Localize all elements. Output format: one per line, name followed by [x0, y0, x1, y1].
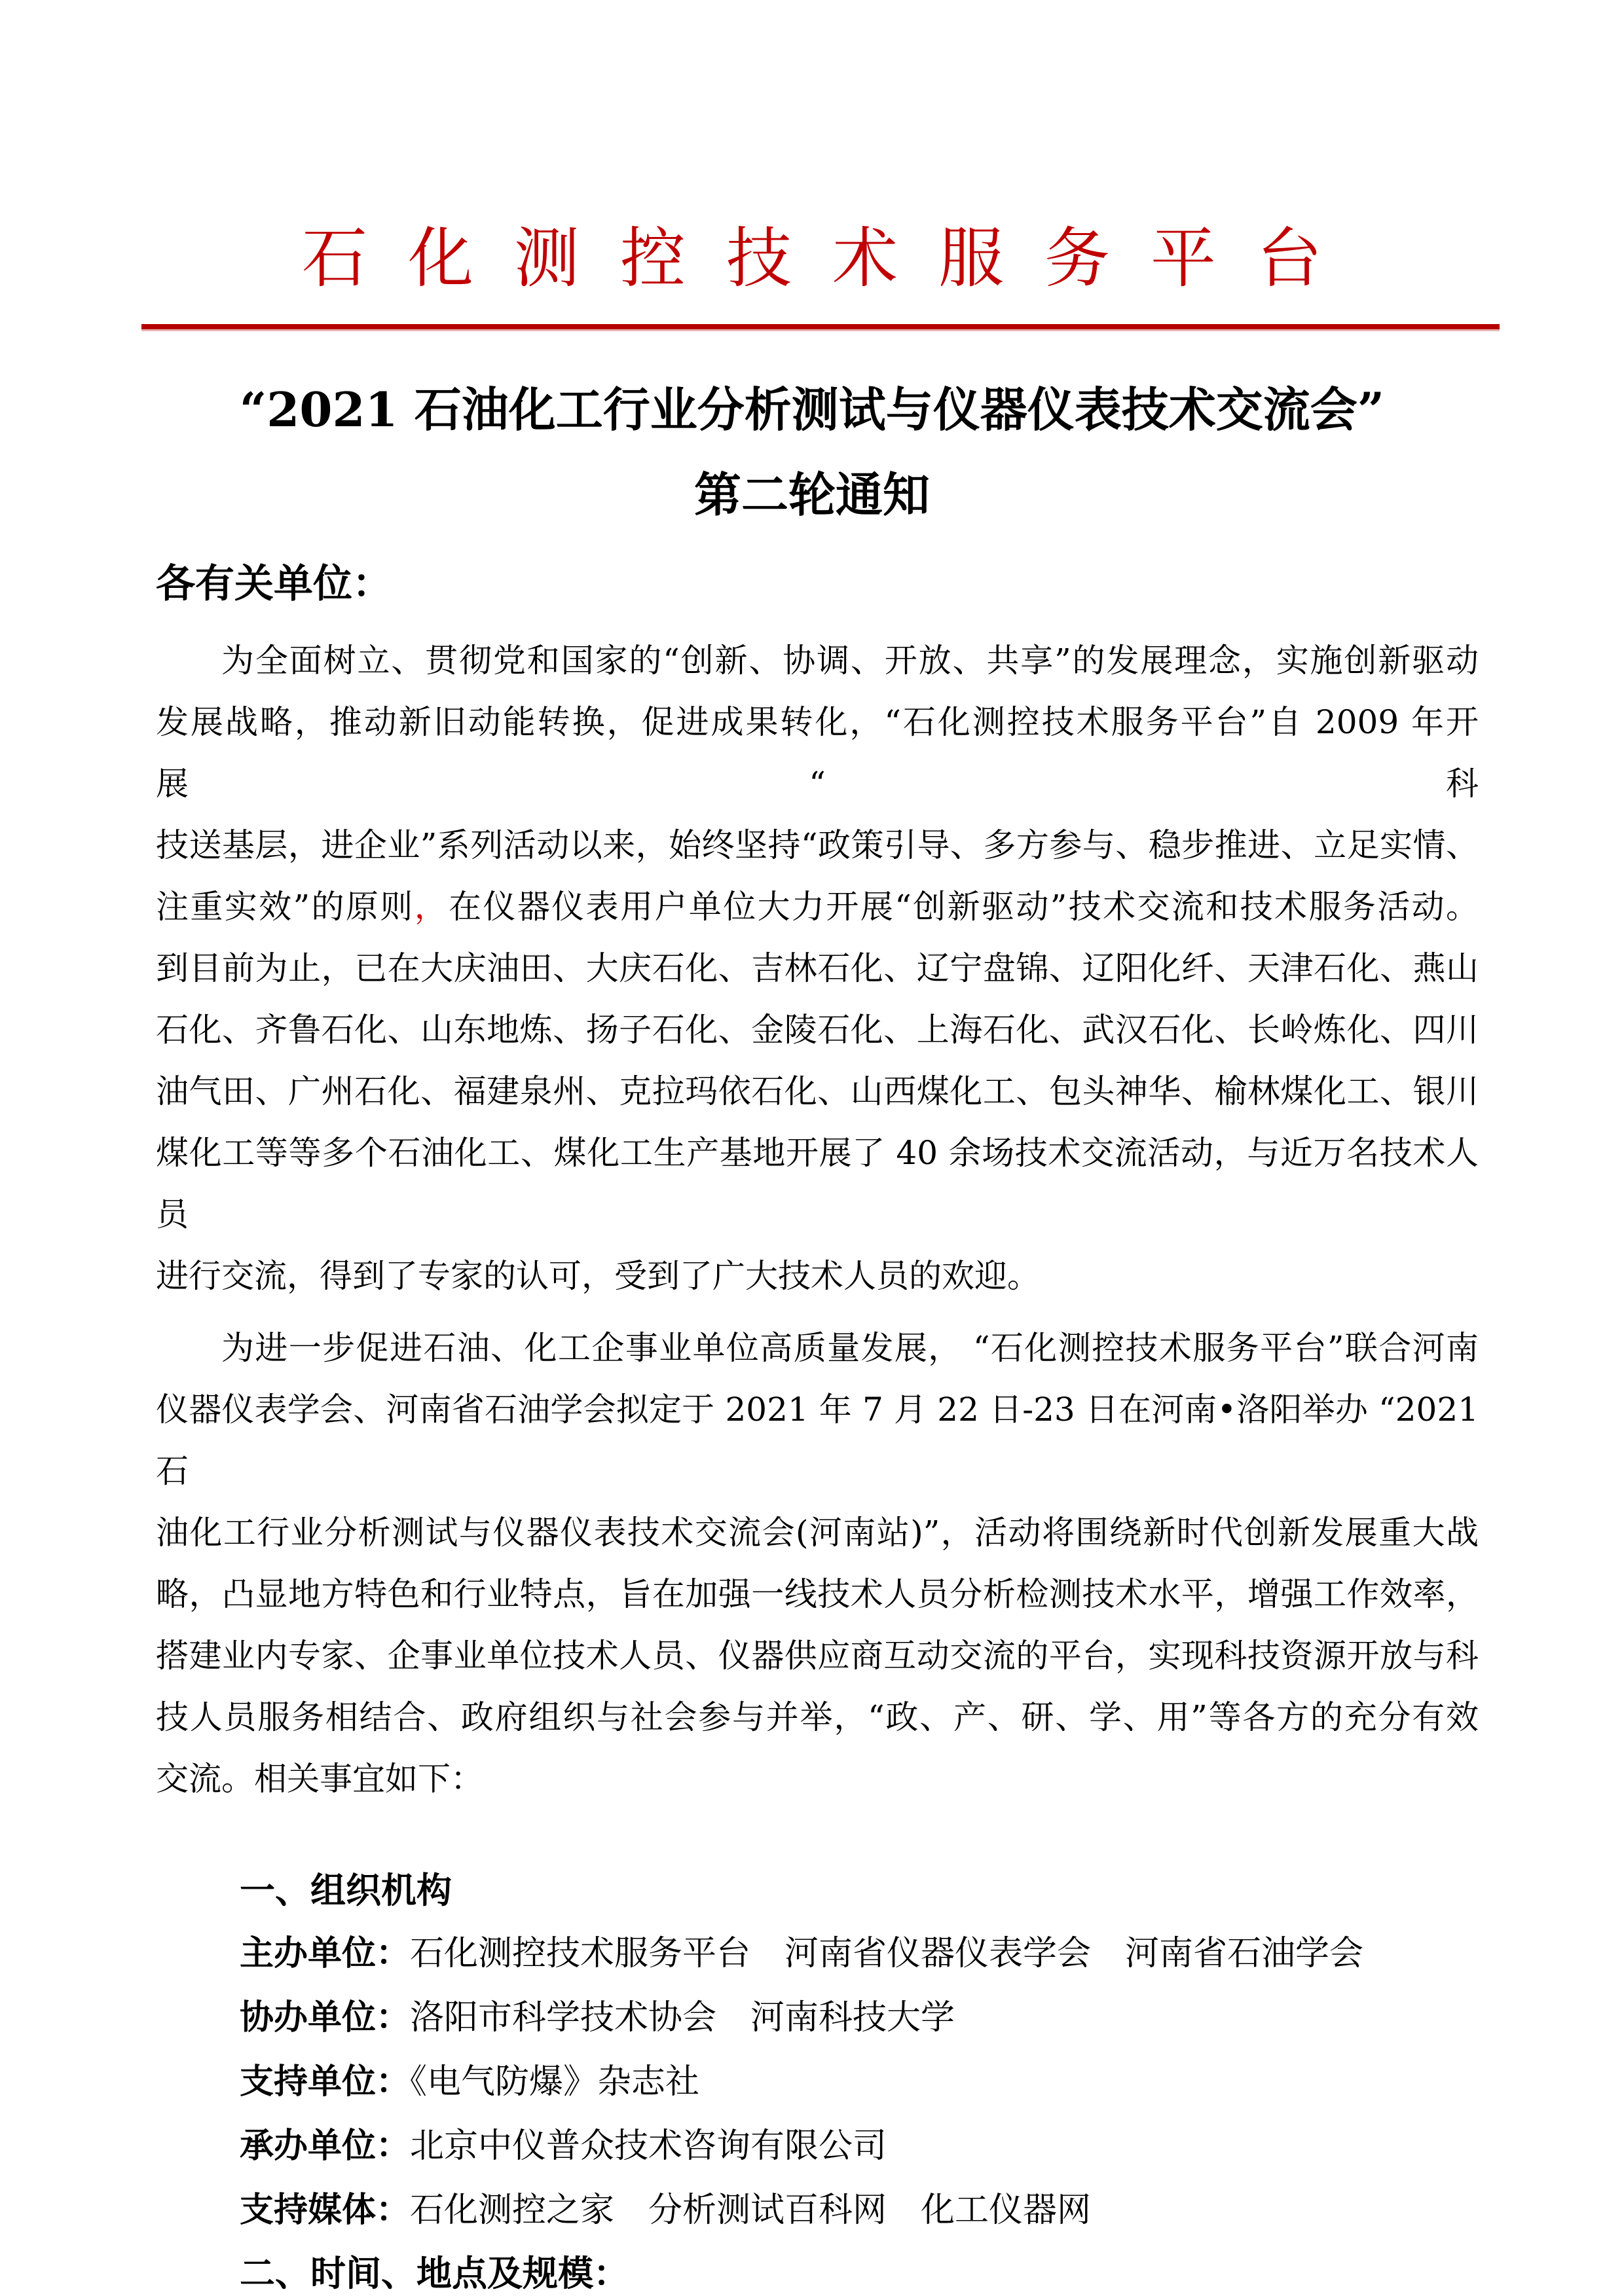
salutation: 各有关单位：: [156, 561, 392, 607]
text-line: 发展战略，推动新旧动能转换，促进成果转化，“石化测控技术服务平台”自 2009 年开展“科: [156, 703, 1479, 803]
org-row-label: 承办单位：: [240, 2126, 411, 2166]
org-row-supporting-unit: [240, 2050, 1479, 2114]
org-row-value: 石化测控之家 分析测试百科网 化工仪器网: [410, 2191, 1092, 2230]
org-row-label: 协办单位：: [240, 1997, 411, 2037]
text-line: 搭建业内专家、企事业单位技术人员、仪器供应商互动交流的平台，实现科技资源开放与科: [156, 1637, 1479, 1675]
org-row-undertaker: [240, 2114, 1479, 2178]
org-row-media: [240, 2178, 1479, 2242]
doc-title: “2021 石油化工行业分析测试与仪器仪表技术交流会”: [239, 382, 1385, 437]
text-line: 石化、齐鲁石化、山东地炼、扬子石化、金陵石化、上海石化、武汉石化、长岭炼化、四川: [156, 1011, 1479, 1049]
masthead: [0, 0, 1624, 331]
org-row-label: 支持媒体：: [240, 2190, 411, 2230]
section-2-heading: 二、时间、地点及规模：: [240, 2252, 629, 2294]
org-row-value: 北京中仪普众技术咨询有限公司: [410, 2126, 887, 2166]
text-line: 技送基层，进企业”系列活动以来，始终坚持“政策引导、多方参与、稳步推进、立足实情、: [156, 826, 1479, 864]
text-line: 技人员服务相结合、政府组织与社会参与并举，“政、产、研、学、用”等各方的充分有效: [156, 1698, 1479, 1736]
org-row-label: 支持单位：: [240, 2062, 411, 2102]
organization-list: [240, 1922, 1479, 2242]
text-line: 略，凸显地方特色和行业特点，旨在加强一线技术人员分析检测技术水平，增强工作效率，: [156, 1575, 1479, 1613]
org-row-host: [240, 1922, 1479, 1986]
text-line: 到目前为止，已在大庆油田、大庆石化、吉林石化、辽宁盘锦、辽阳化纤、天津石化、燕山: [156, 949, 1479, 987]
org-row-value: 《电气防爆》杂志社: [410, 2062, 700, 2102]
masthead-rule: [141, 324, 1500, 331]
text-line: 煤化工等等多个石油化工、煤化工生产基地开展了 40 余场技术交流活动，与近万名技术人员: [156, 1134, 1479, 1233]
org-row-coorganizer: [240, 1986, 1479, 2050]
section-1-heading: 一、组织机构: [240, 1869, 452, 1911]
paragraph-2: [156, 1317, 1479, 1810]
text-line: 油气田、广州石化、福建泉州、克拉玛依石化、山西煤化工、包头神华、榆林煤化工、银川: [156, 1072, 1479, 1110]
text-line: 为进一步促进石油、化工企事业单位高质量发展， “石化测控技术服务平台”联合河南: [221, 1329, 1479, 1367]
text-line: 交流。相关事宜如下：: [156, 1760, 483, 1798]
org-row-label: 主办单位：: [240, 1933, 411, 1973]
text-line: 进行交流，得到了专家的认可，受到了广大技术人员的欢迎。: [156, 1257, 1040, 1295]
text-segment: 注重实效”的原则: [156, 888, 415, 926]
org-row-value: 洛阳市科学技术协会 河南科技大学: [410, 1998, 955, 2037]
org-row-value: 石化测控技术服务平台 河南省仪器仪表学会 河南省石油学会: [410, 1934, 1364, 1973]
paragraph-1: [156, 630, 1479, 1307]
text-line: [156, 876, 1479, 938]
highlighted-red-comma: ，: [414, 888, 449, 926]
text-line: 油化工行业分析测试与仪器仪表技术交流会(河南站)”，活动将围绕新时代创新发展重大战: [156, 1514, 1479, 1552]
text-segment: 在仪器仪表用户单位大力开展“创新驱动”技术交流和技术服务活动。: [449, 888, 1479, 926]
masthead-title: 石化测控技术服务平台: [302, 220, 1363, 297]
doc-subtitle: 第二轮通知: [693, 467, 930, 522]
text-line: 为全面树立、贯彻党和国家的“创新、协调、开放、共享”的发展理念，实施创新驱动: [221, 642, 1479, 680]
text-line: 仪器仪表学会、河南省石油学会拟定于 2021 年 7 月 22 日-23 日在河南•洛阳举办 “2021 石: [156, 1391, 1479, 1490]
